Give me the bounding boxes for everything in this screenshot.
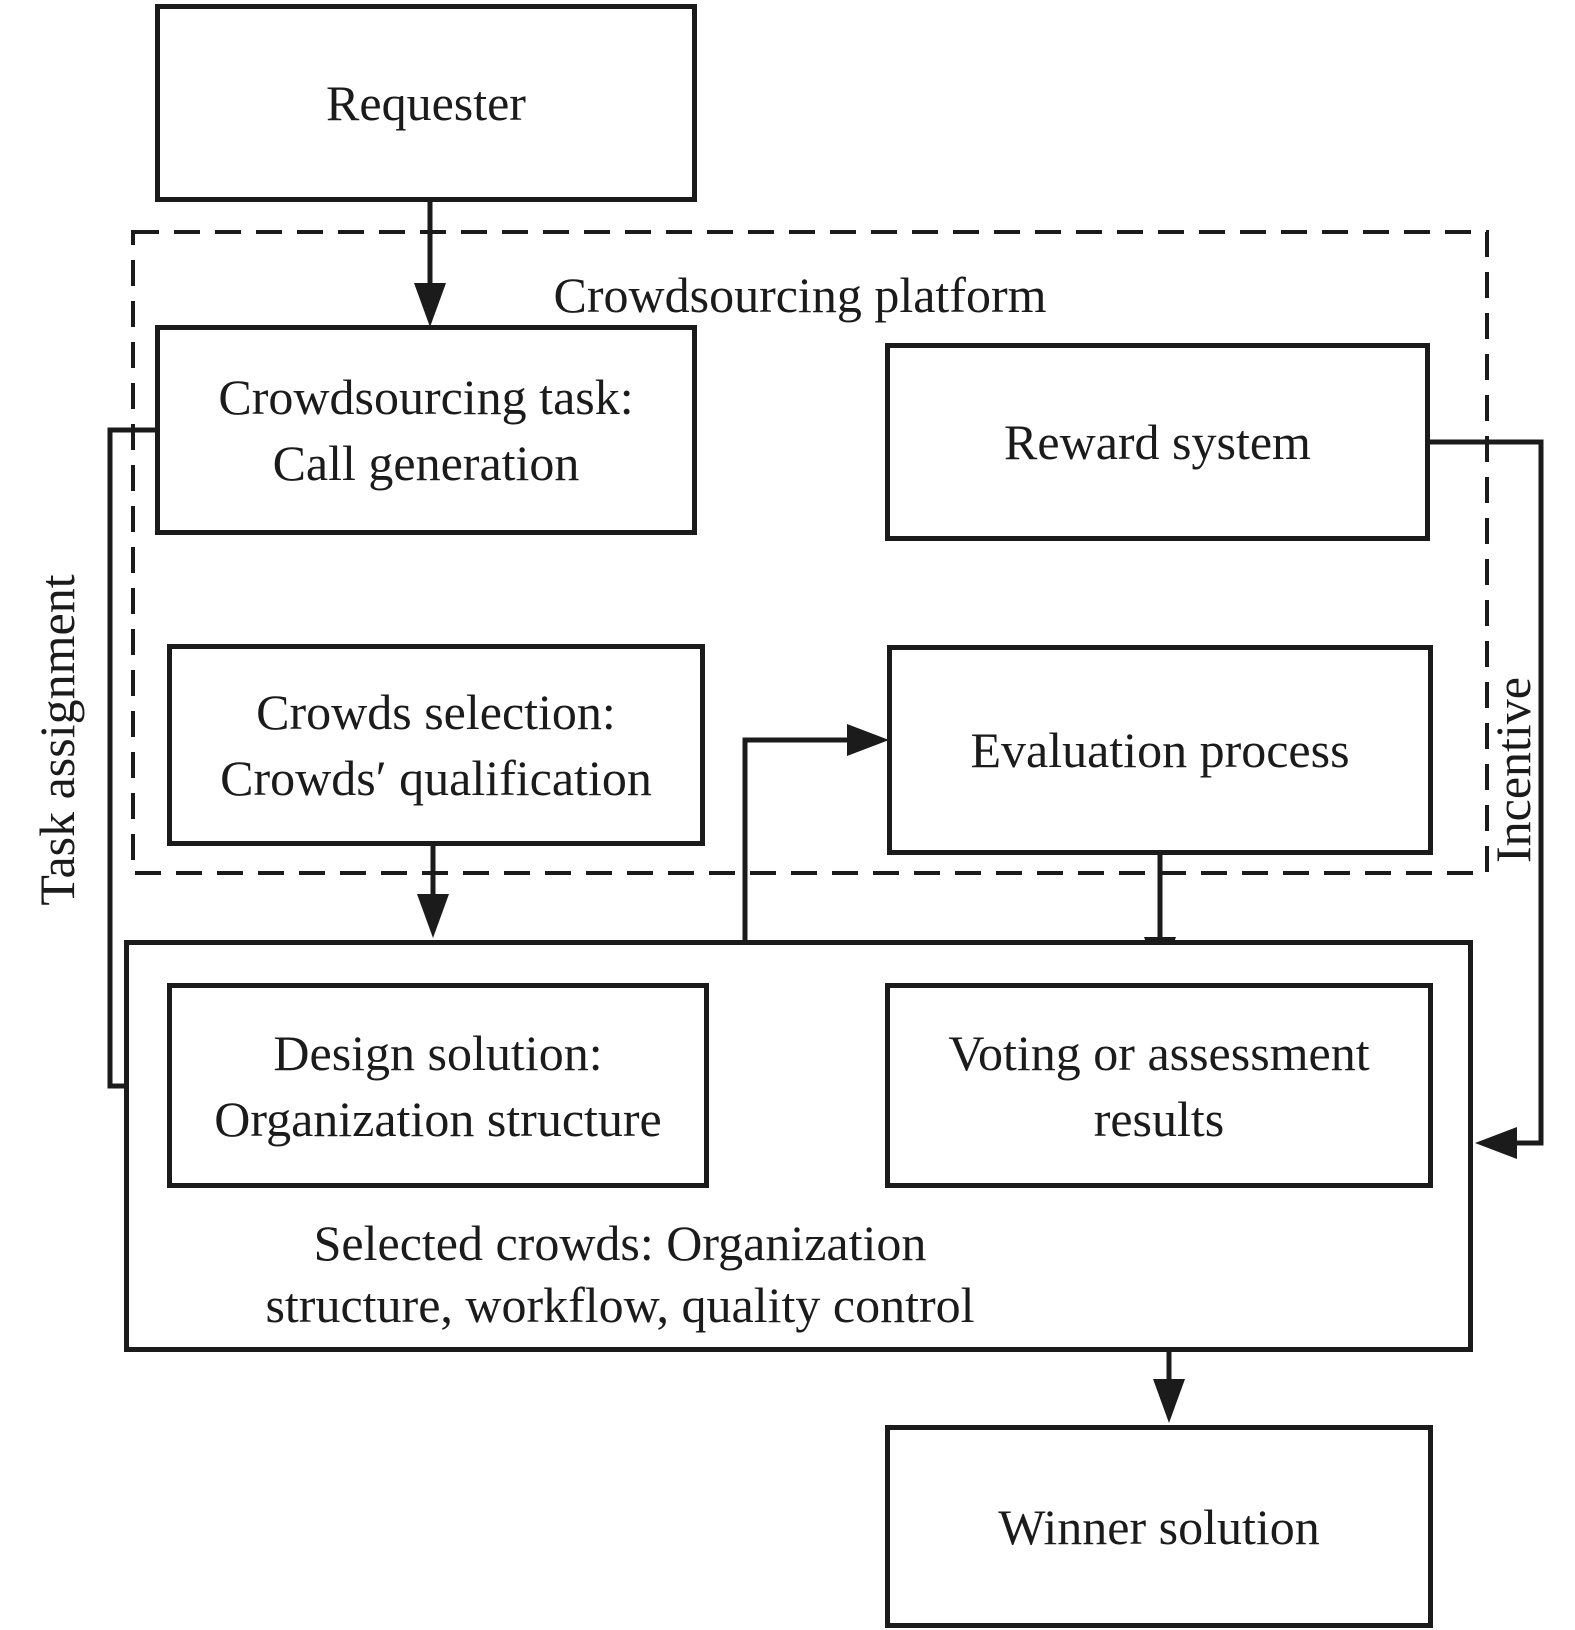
node-requester-label: Requester xyxy=(326,75,526,131)
platform-caption xyxy=(450,264,1150,326)
selected-crowds-caption xyxy=(140,1212,1100,1336)
node-design-solution-line2: Organization structure xyxy=(214,1090,662,1147)
arrow-voting-to-winner-head xyxy=(1153,1379,1185,1423)
node-voting-results-line1: Voting or assessment xyxy=(948,1024,1370,1081)
node-design-solution-line1: Design solution: xyxy=(273,1024,603,1081)
node-crowds-selection-line1: Crowds selection: xyxy=(256,684,616,740)
selected-crowds-caption-line2: structure, workflow, quality control xyxy=(265,1277,975,1333)
task-assignment-edge-label xyxy=(29,574,85,906)
arrow-incentive-head xyxy=(1475,1127,1517,1159)
node-reward-system xyxy=(885,343,1430,541)
node-evaluation-process-label: Evaluation process xyxy=(970,722,1350,778)
incentive-edge-label xyxy=(1485,676,1541,864)
arrow-requester-to-task-head xyxy=(414,283,446,327)
arrow-design-to-evaluation-head xyxy=(847,724,889,756)
task-assignment-edge-label-text: Task assignment xyxy=(29,574,85,906)
node-voting-results xyxy=(885,983,1433,1188)
node-crowdsourcing-task-line2: Call generation xyxy=(272,435,580,491)
node-design-solution xyxy=(167,983,709,1188)
node-evaluation-process xyxy=(887,645,1433,855)
node-crowds-selection xyxy=(167,644,705,846)
node-crowdsourcing-task-line1: Crowdsourcing task: xyxy=(218,369,634,425)
node-crowdsourcing-task xyxy=(155,325,697,535)
node-crowds-selection-line2: Crowds′ qualification xyxy=(220,750,652,806)
arrow-crowds-to-container-head xyxy=(417,894,449,938)
node-voting-results-line2: results xyxy=(1093,1090,1225,1147)
selected-crowds-caption-line1: Selected crowds: Organization xyxy=(313,1215,927,1271)
incentive-edge-label-text: Incentive xyxy=(1485,676,1541,864)
node-winner-solution xyxy=(885,1425,1433,1628)
platform-caption-text: Crowdsourcing platform xyxy=(553,267,1047,323)
node-reward-system-label: Reward system xyxy=(1004,414,1311,470)
node-requester xyxy=(155,4,697,202)
node-winner-solution-label: Winner solution xyxy=(998,1498,1320,1555)
